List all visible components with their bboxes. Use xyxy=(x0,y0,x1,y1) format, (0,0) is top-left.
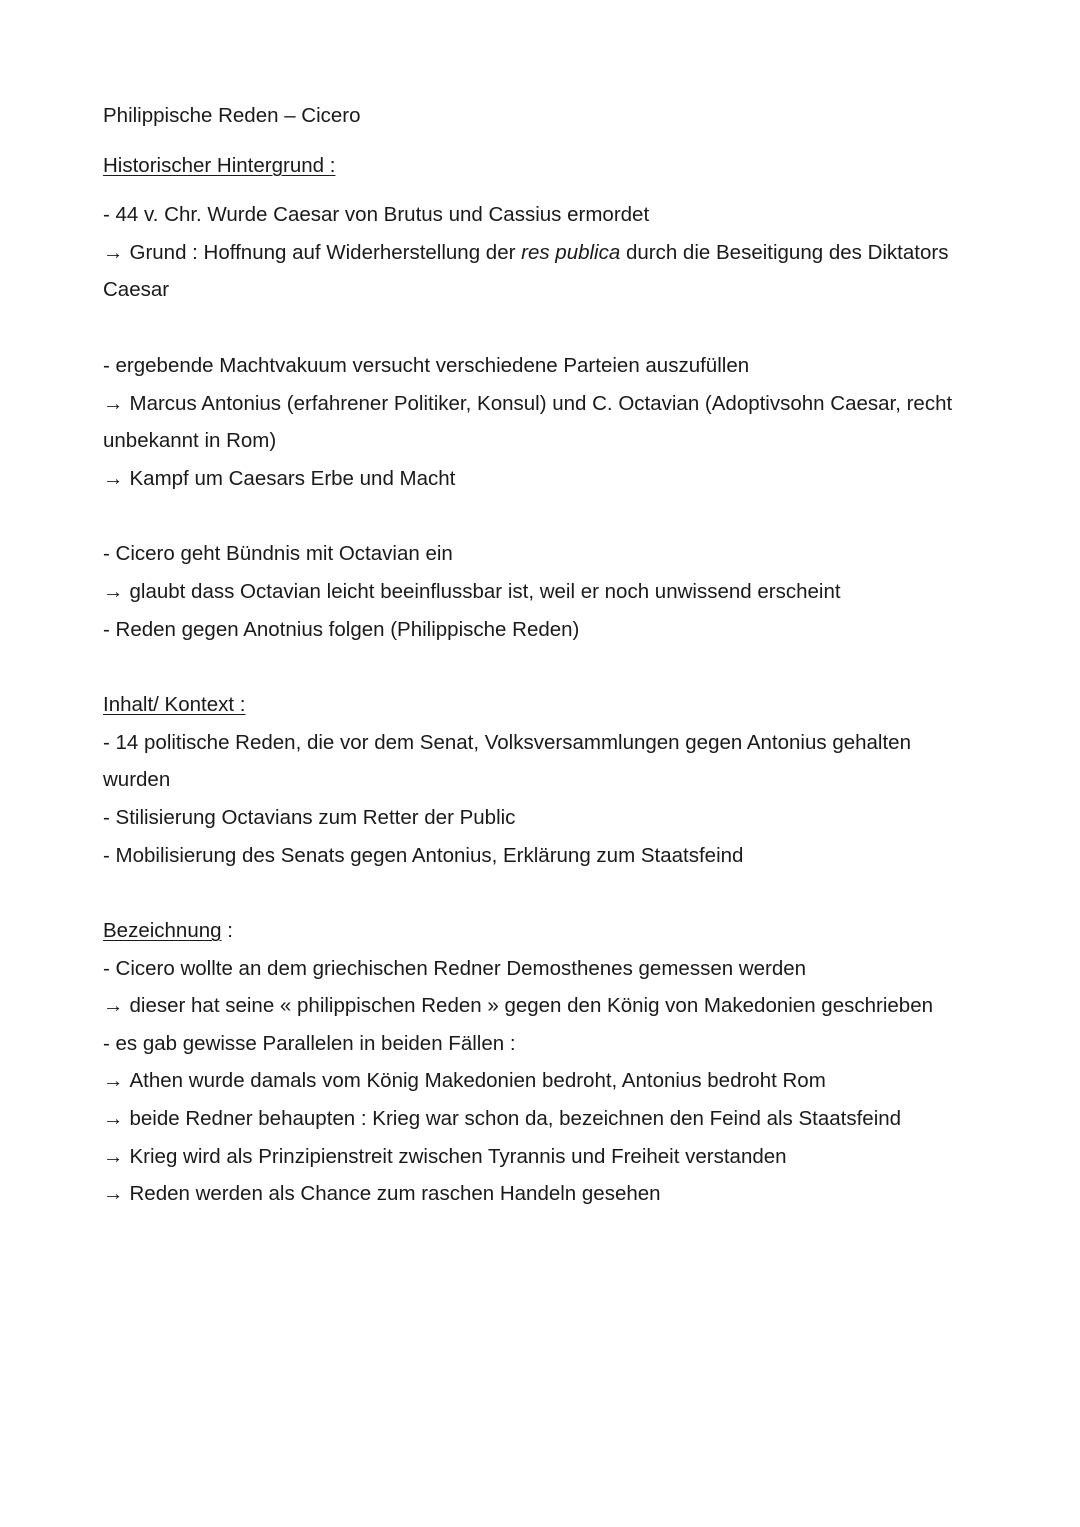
arrow-right-icon: → xyxy=(103,1107,124,1131)
section-heading-bezeichnung-line xyxy=(103,912,983,950)
section-heading-bezeichnung: Bezeichnung xyxy=(103,919,222,943)
arrow-paragraph xyxy=(103,385,983,460)
arrow-paragraph xyxy=(103,1138,983,1176)
paragraph-text: Grund : Hoffnung auf Widerherstellung der xyxy=(129,240,522,264)
arrow-right-icon: → xyxy=(103,579,124,603)
paragraph-text: durch die Beseitigung des Diktators Caesar xyxy=(103,240,949,302)
paragraph-text: Marcus Antonius (erfahrener Politiker, Konsul) und C. Octavian (Adoptivsohn Caesar, recht unbekannt in Rom) xyxy=(103,391,953,453)
italic-term: res publica xyxy=(521,240,621,264)
paragraph: - 14 politische Reden, die vor dem Senat, Volksversammlungen gegen Antonius gehalten wurden xyxy=(103,730,911,792)
paragraph: - Cicero wollte an dem griechischen Redner Demosthenes gemessen werden xyxy=(103,956,807,980)
paragraph: - es gab gewisse Parallelen in beiden Fällen : xyxy=(103,1031,516,1055)
document-title: Philippische Reden – Cicero xyxy=(103,104,361,127)
spacer xyxy=(103,497,983,535)
paragraph: - Reden gegen Anotnius folgen (Philippische Reden) xyxy=(103,617,580,641)
arrow-paragraph xyxy=(103,460,983,498)
arrow-right-icon: → xyxy=(103,994,124,1018)
spacer xyxy=(103,874,983,912)
paragraph-text: Reden werden als Chance zum raschen Handeln gesehen xyxy=(129,1182,661,1206)
paragraph: - ergebende Machtvakuum versucht verschiedene Parteien auszufüllen xyxy=(103,353,750,377)
arrow-right-icon: → xyxy=(103,1144,124,1168)
arrow-paragraph xyxy=(103,1100,983,1138)
arrow-right-icon: → xyxy=(103,1069,124,1093)
paragraph-text: glaubt dass Octavian leicht beeinflussbar ist, weil er noch unwissend erscheint xyxy=(129,579,841,603)
paragraph-text: beide Redner behaupten : Krieg war schon da, bezeichnen den Feind als Staatsfeind xyxy=(129,1107,902,1131)
paragraph: - 44 v. Chr. Wurde Caesar von Brutus und Cassius ermordet xyxy=(103,203,650,227)
paragraph-text: Athen wurde damals vom König Makedonien bedroht, Antonius bedroht Rom xyxy=(129,1069,826,1093)
section-heading-inhalt-kontext: Inhalt/ Kontext : xyxy=(103,693,246,717)
section-heading-historischer-hintergrund: Historischer Hintergrund : xyxy=(103,153,336,177)
arrow-paragraph xyxy=(103,234,983,309)
arrow-right-icon: → xyxy=(103,466,124,490)
arrow-right-icon: → xyxy=(103,1182,124,1206)
arrow-right-icon: → xyxy=(103,391,124,415)
arrow-paragraph xyxy=(103,1175,983,1213)
arrow-right-icon: → xyxy=(103,240,124,264)
spacer xyxy=(103,184,983,196)
paragraph: - Mobilisierung des Senats gegen Antonius, Erklärung zum Staatsfeind xyxy=(103,843,744,867)
paragraph-text: Krieg wird als Prinzipienstreit zwischen Tyrannis und Freiheit verstanden xyxy=(129,1144,787,1168)
document-page xyxy=(103,97,983,1213)
spacer xyxy=(103,309,983,347)
paragraph: - Stilisierung Octavians zum Retter der Public xyxy=(103,805,516,829)
paragraph-text: Kampf um Caesars Erbe und Macht xyxy=(129,466,456,490)
paragraph: - Cicero geht Bündnis mit Octavian ein xyxy=(103,542,453,566)
arrow-paragraph xyxy=(103,1062,983,1100)
arrow-paragraph xyxy=(103,987,983,1025)
paragraph-text: dieser hat seine « philippischen Reden » gegen den König von Makedonien geschrieben xyxy=(129,994,933,1018)
arrow-paragraph xyxy=(103,573,983,611)
heading-colon: : xyxy=(227,919,233,943)
spacer xyxy=(103,648,983,686)
